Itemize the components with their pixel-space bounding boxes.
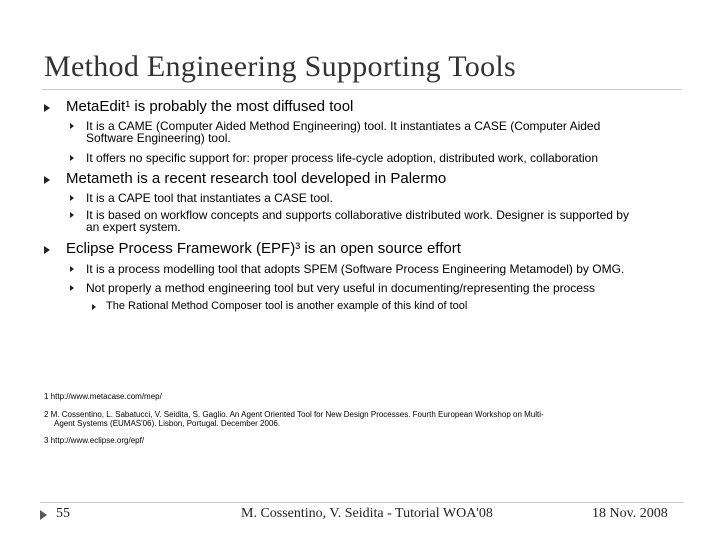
sub-bullet-arrow-icon <box>70 212 74 218</box>
sub-bullet-workflow: It is based on workflow concepts and supports collaborative distributed work. Designer is supported by <box>86 208 629 222</box>
bullet-arrow-icon <box>44 104 50 112</box>
sub-bullet-workflow-cont: an expert system. <box>86 220 181 234</box>
footer-date: 18 Nov. 2008 <box>592 506 668 521</box>
footnote-2-cont: Agent Systems (EUMAS'06). Lisbon, Portugal. December 2006. <box>54 419 281 428</box>
sub-bullet-arrow-icon <box>70 285 74 291</box>
page-number: 55 <box>56 506 70 521</box>
sub-bullet-spem: It is a process modelling tool that adopts SPEM (Software Process Engineering Metamodel) by OMG. <box>86 262 625 276</box>
footnote-1: 1 http://www.metacase.com/mep/ <box>44 392 162 401</box>
sub-bullet-arrow-icon <box>70 123 74 129</box>
footer-authors: M. Cossentino, V. Seidita - Tutorial WOA'08 <box>241 506 493 521</box>
sub-bullet-cape: It is a CAPE tool that instantiates a CASE tool. <box>86 191 333 205</box>
bullet-metaedit: MetaEdit¹ is probably the most diffused tool <box>66 98 354 115</box>
sub-sub-bullet-arrow-icon <box>92 304 96 310</box>
footer-arrow-icon <box>40 510 47 520</box>
slide-title: Method Engineering Supporting Tools <box>44 50 516 83</box>
title-divider <box>42 89 682 90</box>
sub-bullet-not-properly: Not properly a method engineering tool but very useful in documenting/representing the process <box>86 281 595 295</box>
footnote-3: 3 http://www.eclipse.org/epf/ <box>44 436 145 445</box>
bullet-arrow-icon <box>44 176 50 184</box>
footnote-2: 2 M. Cossentino, L. Sabatucci, V. Seidita, S. Gaglio. An Agent Oriented Tool for New Design Processes. Fourth European Workshop on Multi- <box>44 410 544 419</box>
footer-divider <box>40 502 684 503</box>
sub-bullet-arrow-icon <box>70 155 74 161</box>
bullet-arrow-icon <box>44 246 50 254</box>
sub-bullet-came-cont: Software Engineering) tool. <box>86 131 231 145</box>
sub-bullet-no-support: It offers no specific support for: proper process life-cycle adoption, distributed work, collaboration <box>86 151 599 165</box>
sub-bullet-came: It is a CAME (Computer Aided Method Engineering) tool. It instantiates a CASE (Computer Aided <box>86 119 601 133</box>
sub-sub-bullet-rational: The Rational Method Composer tool is another example of this kind of tool <box>106 300 468 312</box>
bullet-epf: Eclipse Process Framework (EPF)³ is an open source effort <box>66 240 461 257</box>
sub-bullet-arrow-icon <box>70 195 74 201</box>
sub-bullet-arrow-icon <box>70 266 74 272</box>
bullet-metameth: Metameth is a recent research tool developed in Palermo <box>66 170 447 187</box>
